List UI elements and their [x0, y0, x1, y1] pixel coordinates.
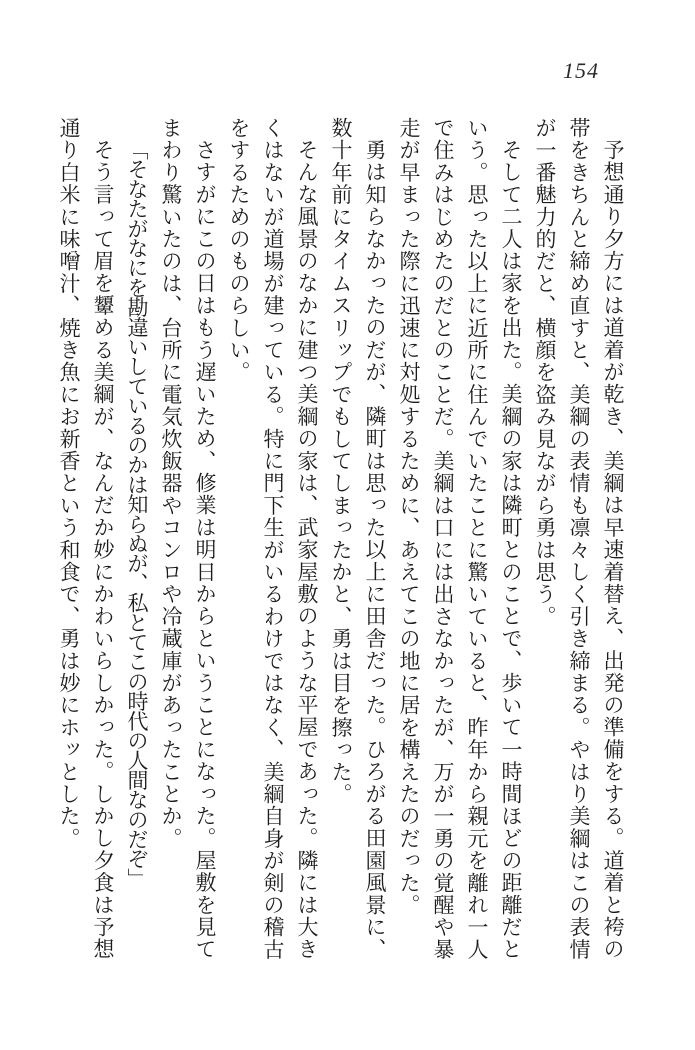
- text-line: そう言って眉を顰める美綱が、なんだか妙にかわいらしかった。しかし夕食は予想: [91, 139, 115, 961]
- text-line: そして二人は家を出た。美綱の家は隣町とのことで、歩いて一時間ほどの距離だと: [499, 139, 523, 961]
- text-line: 勇は知らなかったのだが、隣町は思った以上に田舎だった。ひろがる田園風景に、: [363, 139, 387, 961]
- text-line: が一番魅力的だと、横顔を盗み見ながら勇は思う。: [533, 117, 557, 628]
- page-number: 154: [563, 58, 599, 83]
- text-line: で住みはじめたのだとのことだ。美綱は口には出さなかったが、万が一勇の覚醒や暴: [431, 117, 455, 961]
- text-line: くはないが道場が建っている。特に門下生がいるわけではなく、美綱自身が剣の稽古: [261, 117, 285, 961]
- text-line: いう。思った以上に近所に住んでいたことに驚いていると、昨年から親元を離れ一人: [465, 117, 489, 961]
- text-line: 走が早まった際に迅速に対処するために、あえてこの地に居を構えたのだった。: [397, 117, 421, 917]
- text-line-quote: 「そなたがなにを勘違いしているのかは知らぬが、私とてこの時代の人間なのだぞ」: [125, 139, 149, 888]
- text-line: そんな風景のなかに建つ美綱の家は、武家屋敷のような平屋であった。隣には大き: [295, 139, 319, 961]
- text-line: まわり驚いたのは、台所に電気炊飯器やコンロや冷蔵庫があったことか。: [159, 117, 183, 850]
- text-line: 帯をきちんと締め直すと、美綱の表情も凛々しく引き締まる。やはり美綱はこの表情: [567, 117, 591, 961]
- text-line: 通り白米に味噌汁、焼き魚にお新香という和食で、勇は妙にホッとした。: [57, 117, 81, 850]
- text-line: 数十年前にタイムスリップでもしてしまったかと、勇は目を擦った。: [329, 117, 353, 806]
- text-line: をするためのものらしい。: [227, 117, 251, 384]
- body-text: [52, 117, 630, 962]
- text-line: 予想通り夕方には道着が乾き、美綱は早速着替え、出発の準備をする。道着と袴の: [601, 139, 625, 961]
- text-line: さすがにこの日はもう遅いため、修業は明日からということになった。屋敷を見て: [193, 139, 217, 961]
